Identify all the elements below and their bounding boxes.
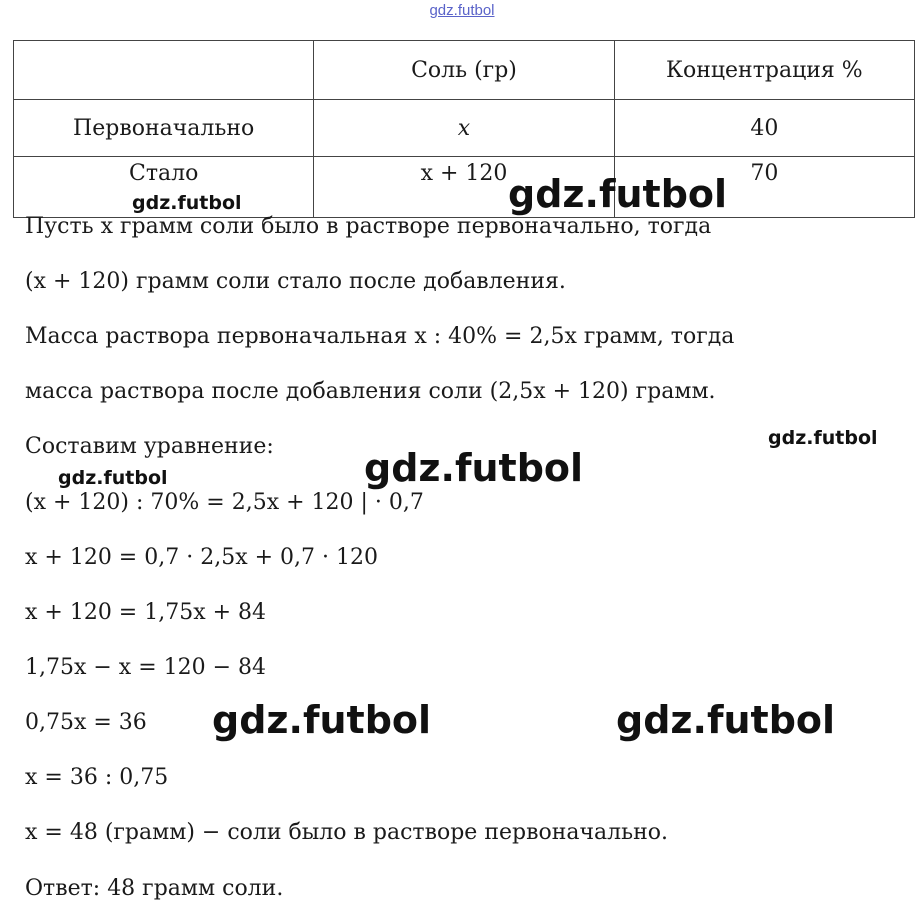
equation-line: 1,75x − x = 120 − 84 — [25, 655, 267, 680]
watermark: gdz.futbol — [364, 446, 584, 490]
watermark: gdz.futbol — [132, 192, 242, 214]
table-header-cell: Соль (гр) — [314, 41, 614, 100]
answer-line: Ответ: 48 грамм соли. — [25, 876, 284, 901]
table-cell: x + 120 — [314, 157, 614, 218]
watermark: gdz.futbol — [616, 698, 836, 742]
watermark: gdz.futbol — [508, 172, 728, 216]
table-header-cell — [14, 41, 314, 100]
table-cell: Первоначально — [14, 100, 314, 157]
equation-line: x + 120 = 1,75x + 84 — [25, 600, 267, 625]
equation-line: x = 36 : 0,75 — [25, 765, 169, 790]
table-header-row — [14, 41, 915, 100]
watermark: gdz.futbol — [58, 467, 168, 489]
solution-line: Пусть x грамм соли было в растворе первоначально, тогда — [25, 214, 712, 239]
table-cell: Стало — [14, 157, 314, 218]
table-cell: 70 — [614, 157, 914, 218]
table-header-cell: Концентрация % — [614, 41, 914, 100]
solution-line: масса раствора после добавления соли (2,5x + 120) грамм. — [25, 379, 716, 404]
solution-line: Масса раствора первоначальная x : 40% = 2,5x грамм, тогда — [25, 324, 735, 349]
site-link[interactable]: gdz.futbol — [429, 2, 495, 19]
solution-line: (x + 120) грамм соли стало после добавления. — [25, 269, 566, 294]
equation-line: (x + 120) : 70% = 2,5x + 120 | · 0,7 — [25, 490, 424, 515]
equation-line: x + 120 = 0,7 · 2,5x + 0,7 · 120 — [25, 545, 378, 570]
table-row — [14, 100, 915, 157]
table-cell: 40 — [614, 100, 914, 157]
equation-line: 0,75x = 36 — [25, 710, 147, 735]
watermark: gdz.futbol — [768, 427, 878, 449]
table-cell: x — [314, 100, 614, 157]
equation-line: x = 48 (грамм) − соли было в растворе первоначально. — [25, 820, 669, 845]
solution-line: Составим уравнение: — [25, 434, 274, 459]
watermark: gdz.futbol — [212, 698, 432, 742]
